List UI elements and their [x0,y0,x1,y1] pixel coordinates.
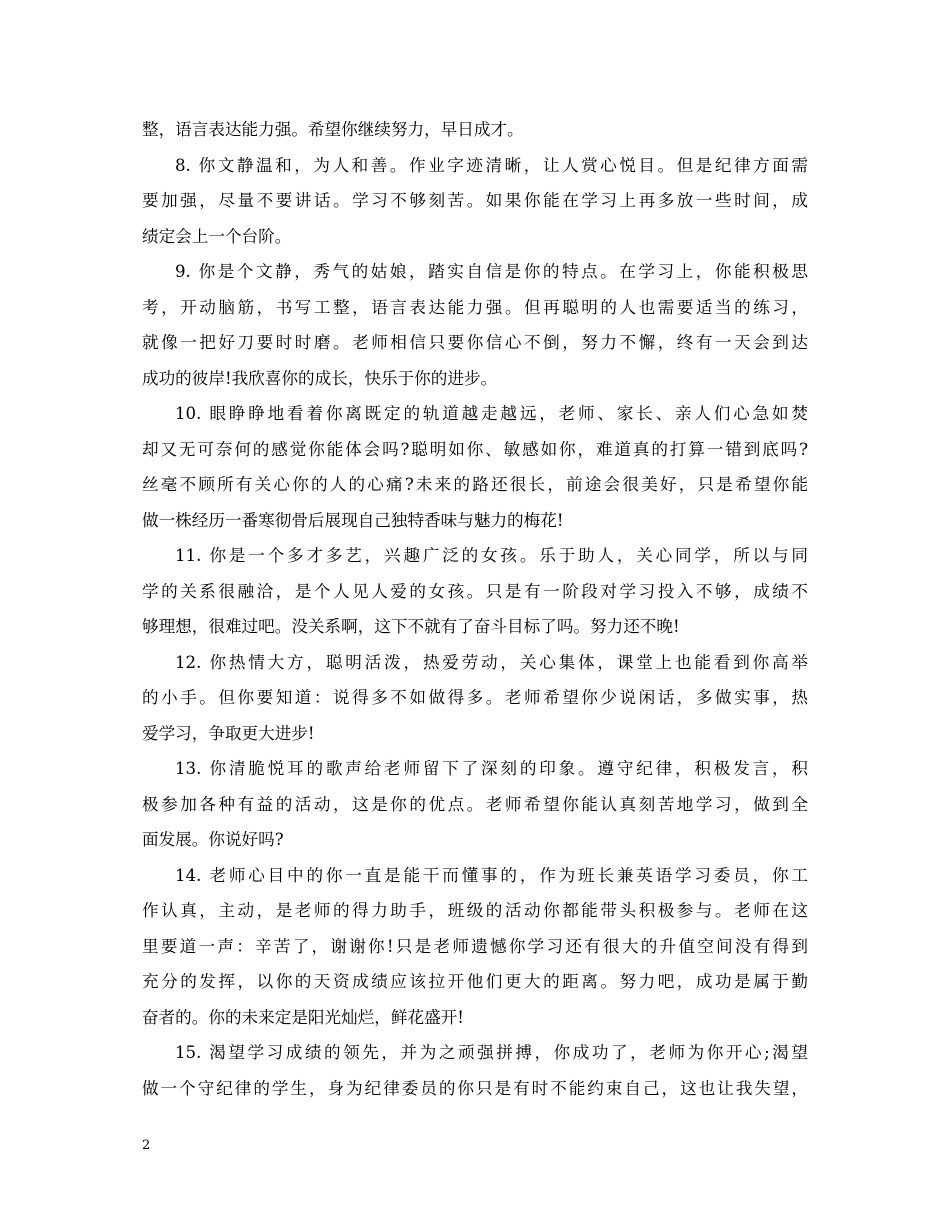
text-line: 丝毫不顾所有关心你的人的心痛?未来的路还很长，前途会很美好，只是希望你能 [142,475,808,494]
text-line: 里要道一声：辛苦了，谢谢你!只是老师遗憾你学习还有很大的升值空间没有得到 [142,936,808,956]
text-line: 爱学习，争取更大进步! [142,723,315,743]
text-line: 就像一把好刀要时时磨。老师相信只要你信心不倒，努力不懈，终有一天会到达 [142,333,808,352]
text-line: 极参加各种有益的活动，这是你的优点。老师希望你能认真刻苦地学习，做到全 [142,794,808,814]
text-line: 充分的发挥，以你的天资成绩应该拉开他们更大的距离。努力吧，成功是属于勤 [142,972,808,991]
body-text [142,112,808,1106]
text-line: 考，开动脑筋，书写工整，语言表达能力强。但再聪明的人也需要适当的练习， [142,297,808,317]
text-line: 要加强，尽量不要讲话。学习不够刻苦。如果你能在学习上再多放一些时间，成 [142,191,808,210]
text-line: 14. 老师心目中的你一直是能干而懂事的，作为班长兼英语学习委员，你工 [175,865,808,885]
text-line: 做一株经历一番寒彻骨后展现自己独特香味与魅力的梅花! [142,510,564,530]
text-line: 8. 你文静温和，为人和善。作业字迹清晰，让人赏心悦目。但是纪律方面需 [175,155,808,175]
text-line: 绩定会上一个台阶。 [142,226,292,246]
text-line: 作认真，主动，是老师的得力助手，班级的活动你都能带头积极参与。老师在这 [142,901,808,920]
text-line: 却又无可奈何的感觉你能体会吗?聪明如你、敏感如你，难道真的打算一错到底吗? [142,439,808,459]
text-line: 够理想，很难过吧。没关系啊，这下不就有了奋斗目标了吗。努力还不晚! [142,617,680,636]
text-line: 13. 你清脆悦耳的歌声给老师留下了深刻的印象。遵守纪律，积极发言，积 [175,759,808,778]
page-number: 2 [142,1138,151,1153]
text-line: 12. 你热情大方，聪明活泼，热爱劳动，关心集体，课堂上也能看到你高举 [175,652,808,672]
text-line: 11. 你是一个多才多艺，兴趣广泛的女孩。乐于助人，关心同学，所以与同 [175,546,808,565]
text-line: 成功的彼岸!我欣喜你的成长，快乐于你的进步。 [142,368,498,388]
text-line: 的小手。但你要知道：说得多不如做得多。老师希望你少说闲话，多做实事，热 [142,688,808,707]
text-line: 15. 渴望学习成绩的领先，并为之顽强拼搏，你成功了，老师为你开心;渴望 [175,1043,808,1062]
text-line: 奋者的。你的未来定是阳光灿烂，鲜花盛开! [142,1007,464,1027]
text-line: 学的关系很融洽，是个人见人爱的女孩。只是有一阶段对学习投入不够，成绩不 [142,581,808,601]
text-line: 做一个守纪律的学生，身为纪律委员的你只是有时不能约束自己，这也让我失望， [142,1078,808,1098]
text-line: 整，语言表达能力强。希望你继续努力，早日成才。 [142,120,524,139]
text-line: 面发展。你说好吗? [142,830,284,849]
text-line: 9. 你是个文静，秀气的姑娘，踏实自信是你的特点。在学习上，你能积极思 [175,262,808,281]
text-line: 10. 眼睁睁地看着你离既定的轨道越走越远，老师、家长、亲人们心急如焚 [175,404,808,423]
